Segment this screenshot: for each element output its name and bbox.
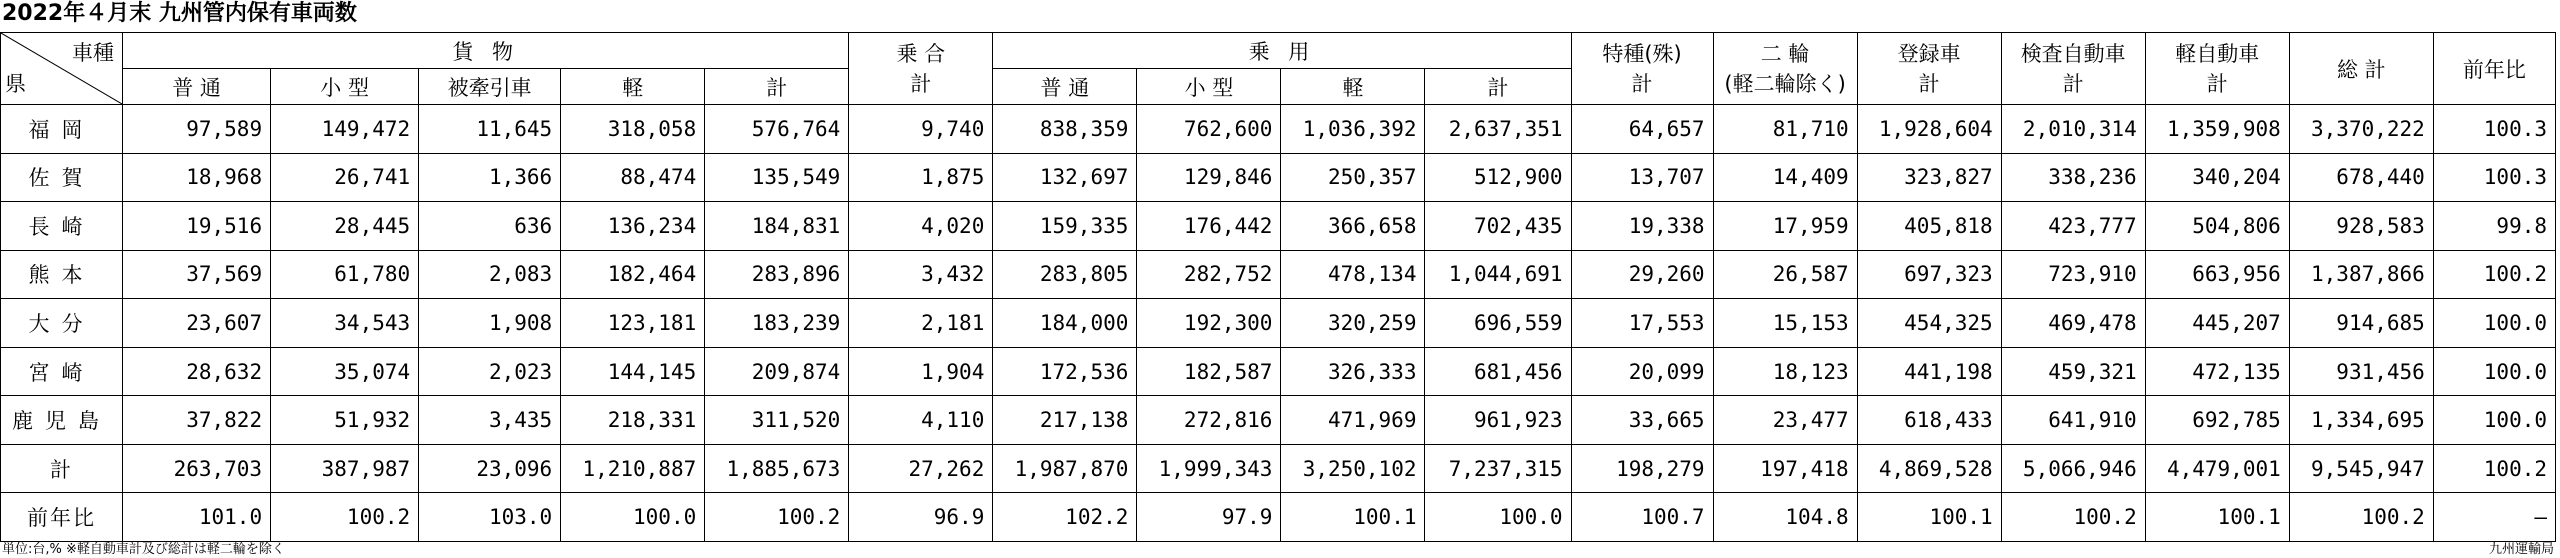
table-cell: 318,058 bbox=[561, 105, 705, 154]
inspected-header-top: 検査自動車 bbox=[2020, 41, 2126, 66]
table-cell: 144,145 bbox=[561, 347, 705, 396]
twowheel-header-top: 二 輪 bbox=[1760, 41, 1810, 66]
table-cell: 100.1 bbox=[2145, 493, 2289, 542]
table-cell: 192,300 bbox=[1137, 299, 1281, 348]
table-cell: 37,822 bbox=[123, 396, 271, 445]
table-cell: 99.8 bbox=[2433, 202, 2555, 251]
passenger-col-small: 小 型 bbox=[1137, 69, 1281, 105]
cargo-group-header: 貨 物 bbox=[123, 33, 849, 69]
table-cell: 445,207 bbox=[2145, 299, 2289, 348]
table-row bbox=[1, 105, 2556, 154]
kei-header-bottom: 計 bbox=[2206, 71, 2228, 96]
table-cell: 100.0 bbox=[2433, 347, 2555, 396]
table-cell: 469,478 bbox=[2001, 299, 2145, 348]
table-cell: 340,204 bbox=[2145, 153, 2289, 202]
table-cell: 176,442 bbox=[1137, 202, 1281, 251]
table-cell: 1,366 bbox=[419, 153, 561, 202]
row-label: 佐賀 bbox=[1, 153, 123, 202]
table-cell: 311,520 bbox=[705, 396, 849, 445]
bus-header bbox=[849, 33, 993, 105]
table-cell: 1,904 bbox=[849, 347, 993, 396]
table-cell: 100.7 bbox=[1571, 493, 1713, 542]
passenger-col-kei: 軽 bbox=[1281, 69, 1425, 105]
row-label: 長崎 bbox=[1, 202, 123, 251]
table-cell: 100.2 bbox=[2433, 250, 2555, 299]
table-cell: 702,435 bbox=[1425, 202, 1571, 251]
table-cell: 27,262 bbox=[849, 444, 993, 493]
table-cell: 3,250,102 bbox=[1281, 444, 1425, 493]
table-cell: 1,885,673 bbox=[705, 444, 849, 493]
corner-header bbox=[1, 33, 123, 105]
cargo-col-trailer: 被牽引車 bbox=[419, 69, 561, 105]
table-cell: 320,259 bbox=[1281, 299, 1425, 348]
table-cell: 104.8 bbox=[1713, 493, 1857, 542]
registered-header-bottom: 計 bbox=[1918, 71, 1940, 96]
table-cell: 2,083 bbox=[419, 250, 561, 299]
table-cell: 5,066,946 bbox=[2001, 444, 2145, 493]
table-cell: 678,440 bbox=[2289, 153, 2433, 202]
table-row bbox=[1, 153, 2556, 202]
table-cell: 1,999,343 bbox=[1137, 444, 1281, 493]
special-header bbox=[1571, 33, 1713, 105]
table-cell: 100.2 bbox=[2289, 493, 2433, 542]
table-cell: 1,359,908 bbox=[2145, 105, 2289, 154]
table-cell: 28,632 bbox=[123, 347, 271, 396]
cargo-col-small: 小 型 bbox=[271, 69, 419, 105]
table-cell: 283,896 bbox=[705, 250, 849, 299]
table-cell: 103.0 bbox=[419, 493, 561, 542]
table-cell: 172,536 bbox=[993, 347, 1137, 396]
table-cell: 13,707 bbox=[1571, 153, 1713, 202]
table-cell: 441,198 bbox=[1857, 347, 2001, 396]
table-cell: 35,074 bbox=[271, 347, 419, 396]
table-cell: 100.3 bbox=[2433, 105, 2555, 154]
table-cell: 26,741 bbox=[271, 153, 419, 202]
corner-vehicle-type-label: 車種 bbox=[72, 41, 115, 65]
table-cell: 3,432 bbox=[849, 250, 993, 299]
table-cell: 323,827 bbox=[1857, 153, 2001, 202]
table-cell: 1,987,870 bbox=[993, 444, 1137, 493]
table-cell: 2,637,351 bbox=[1425, 105, 1571, 154]
table-cell: 182,587 bbox=[1137, 347, 1281, 396]
vehicle-count-table bbox=[0, 32, 2556, 542]
table-cell: 97.9 bbox=[1137, 493, 1281, 542]
table-cell: 184,000 bbox=[993, 299, 1137, 348]
table-cell: 88,474 bbox=[561, 153, 705, 202]
table-cell: 250,357 bbox=[1281, 153, 1425, 202]
table-cell: 2,010,314 bbox=[2001, 105, 2145, 154]
table-cell: 198,279 bbox=[1571, 444, 1713, 493]
table-cell: 931,456 bbox=[2289, 347, 2433, 396]
table-cell: 100.2 bbox=[705, 493, 849, 542]
yoy-row bbox=[1, 493, 2556, 542]
kei-header-top: 軽自動車 bbox=[2175, 41, 2260, 66]
table-cell: 283,805 bbox=[993, 250, 1137, 299]
table-cell: 217,138 bbox=[993, 396, 1137, 445]
row-label: 福岡 bbox=[1, 105, 123, 154]
table-header bbox=[1, 33, 2556, 105]
table-cell: 423,777 bbox=[2001, 202, 2145, 251]
table-cell: 20,099 bbox=[1571, 347, 1713, 396]
special-header-bottom: 計 bbox=[1631, 71, 1653, 96]
inspected-header-bottom: 計 bbox=[2062, 71, 2084, 96]
table-cell: 135,549 bbox=[705, 153, 849, 202]
table-body bbox=[1, 105, 2556, 542]
table-cell: 4,020 bbox=[849, 202, 993, 251]
table-cell: 100.0 bbox=[561, 493, 705, 542]
table-cell: 149,472 bbox=[271, 105, 419, 154]
table-cell: 478,134 bbox=[1281, 250, 1425, 299]
table-cell: 1,387,866 bbox=[2289, 250, 2433, 299]
table-cell: 1,908 bbox=[419, 299, 561, 348]
table-cell: 9,545,947 bbox=[2289, 444, 2433, 493]
table-cell: 100.3 bbox=[2433, 153, 2555, 202]
special-header-top: 特種(殊) bbox=[1602, 41, 1682, 66]
table-cell: 7,237,315 bbox=[1425, 444, 1571, 493]
table-cell: 97,589 bbox=[123, 105, 271, 154]
table-row bbox=[1, 250, 2556, 299]
table-cell: 928,583 bbox=[2289, 202, 2433, 251]
table-cell: 183,239 bbox=[705, 299, 849, 348]
table-cell: 218,331 bbox=[561, 396, 705, 445]
unit-note: 単位:台,% ※軽自動車計及び総計は軽二輪を除く bbox=[2, 542, 285, 557]
table-cell: 100.2 bbox=[2433, 444, 2555, 493]
table-cell: 454,325 bbox=[1857, 299, 2001, 348]
source-label: 九州運輸局 bbox=[2488, 542, 2554, 557]
table-cell: 326,333 bbox=[1281, 347, 1425, 396]
table-cell: 387,987 bbox=[271, 444, 419, 493]
table-cell: 28,445 bbox=[271, 202, 419, 251]
table-row bbox=[1, 396, 2556, 445]
table-cell: 64,657 bbox=[1571, 105, 1713, 154]
row-label: 宮崎 bbox=[1, 347, 123, 396]
row-label: 鹿児島 bbox=[1, 396, 123, 445]
table-cell: 1,875 bbox=[849, 153, 993, 202]
row-label: 熊本 bbox=[1, 250, 123, 299]
table-cell: 129,846 bbox=[1137, 153, 1281, 202]
table-cell: 723,910 bbox=[2001, 250, 2145, 299]
corner-prefecture-label: 県 bbox=[5, 72, 26, 96]
table-cell: 366,658 bbox=[1281, 202, 1425, 251]
table-cell: 81,710 bbox=[1713, 105, 1857, 154]
table-cell: 4,479,001 bbox=[2145, 444, 2289, 493]
table-cell: 197,418 bbox=[1713, 444, 1857, 493]
cargo-col-regular: 普 通 bbox=[123, 69, 271, 105]
table-row bbox=[1, 347, 2556, 396]
table-cell: 100.1 bbox=[1281, 493, 1425, 542]
table-row bbox=[1, 202, 2556, 251]
table-cell: 472,135 bbox=[2145, 347, 2289, 396]
table-cell: 762,600 bbox=[1137, 105, 1281, 154]
table-cell: 3,370,222 bbox=[2289, 105, 2433, 154]
table-cell: 2,023 bbox=[419, 347, 561, 396]
table-cell: 263,703 bbox=[123, 444, 271, 493]
registered-header bbox=[1857, 33, 2001, 105]
table-cell: 61,780 bbox=[271, 250, 419, 299]
table-cell: 100.0 bbox=[2433, 299, 2555, 348]
grand-total-header: 総 計 bbox=[2289, 33, 2433, 105]
table-cell: 11,645 bbox=[419, 105, 561, 154]
table-cell: 182,464 bbox=[561, 250, 705, 299]
table-cell: 136,234 bbox=[561, 202, 705, 251]
table-cell: 4,869,528 bbox=[1857, 444, 2001, 493]
table-cell: 663,956 bbox=[2145, 250, 2289, 299]
registered-header-top: 登録車 bbox=[1897, 41, 1961, 66]
table-cell: 2,181 bbox=[849, 299, 993, 348]
bus-header-bottom: 計 bbox=[910, 71, 932, 96]
table-cell: 123,181 bbox=[561, 299, 705, 348]
table-cell: 51,932 bbox=[271, 396, 419, 445]
table-cell: 17,959 bbox=[1713, 202, 1857, 251]
table-cell: 1,036,392 bbox=[1281, 105, 1425, 154]
table-cell: 19,516 bbox=[123, 202, 271, 251]
table-cell: 1,044,691 bbox=[1425, 250, 1571, 299]
table-cell: 1,334,695 bbox=[2289, 396, 2433, 445]
table-cell: 636 bbox=[419, 202, 561, 251]
table-cell: 100.0 bbox=[1425, 493, 1571, 542]
table-cell: 697,323 bbox=[1857, 250, 2001, 299]
table-cell: 159,335 bbox=[993, 202, 1137, 251]
table-cell: 14,409 bbox=[1713, 153, 1857, 202]
table-cell: 961,923 bbox=[1425, 396, 1571, 445]
inspected-header bbox=[2001, 33, 2145, 105]
table-cell: 34,543 bbox=[271, 299, 419, 348]
table-row bbox=[1, 299, 2556, 348]
table-cell: 132,697 bbox=[993, 153, 1137, 202]
table-cell: 37,569 bbox=[123, 250, 271, 299]
table-cell: 23,607 bbox=[123, 299, 271, 348]
table-cell: 23,096 bbox=[419, 444, 561, 493]
passenger-col-regular: 普 通 bbox=[993, 69, 1137, 105]
table-cell: 33,665 bbox=[1571, 396, 1713, 445]
table-cell: 19,338 bbox=[1571, 202, 1713, 251]
cargo-col-total: 計 bbox=[705, 69, 849, 105]
table-cell: — bbox=[2433, 493, 2555, 542]
table-cell: 692,785 bbox=[2145, 396, 2289, 445]
table-cell: 23,477 bbox=[1713, 396, 1857, 445]
table-cell: 100.2 bbox=[2001, 493, 2145, 542]
passenger-group-header: 乗 用 bbox=[993, 33, 1571, 69]
cargo-col-kei: 軽 bbox=[561, 69, 705, 105]
table-cell: 1,210,887 bbox=[561, 444, 705, 493]
table-cell: 405,818 bbox=[1857, 202, 2001, 251]
row-label: 計 bbox=[1, 444, 123, 493]
table-cell: 338,236 bbox=[2001, 153, 2145, 202]
table-cell: 17,553 bbox=[1571, 299, 1713, 348]
table-cell: 1,928,604 bbox=[1857, 105, 2001, 154]
table-cell: 681,456 bbox=[1425, 347, 1571, 396]
table-cell: 641,910 bbox=[2001, 396, 2145, 445]
twowheel-header bbox=[1713, 33, 1857, 105]
table-cell: 29,260 bbox=[1571, 250, 1713, 299]
table-cell: 504,806 bbox=[2145, 202, 2289, 251]
table-cell: 512,900 bbox=[1425, 153, 1571, 202]
table-cell: 471,969 bbox=[1281, 396, 1425, 445]
row-label: 前年比 bbox=[1, 493, 123, 542]
total-row bbox=[1, 444, 2556, 493]
table-cell: 618,433 bbox=[1857, 396, 2001, 445]
table-cell: 459,321 bbox=[2001, 347, 2145, 396]
table-cell: 15,153 bbox=[1713, 299, 1857, 348]
table-cell: 18,123 bbox=[1713, 347, 1857, 396]
page-title: 2022年４月末 九州管内保有車両数 bbox=[2, 1, 357, 26]
table-cell: 282,752 bbox=[1137, 250, 1281, 299]
table-cell: 100.1 bbox=[1857, 493, 2001, 542]
table-cell: 696,559 bbox=[1425, 299, 1571, 348]
kei-header bbox=[2145, 33, 2289, 105]
twowheel-header-bottom: (軽二輪除く) bbox=[1724, 71, 1846, 96]
bus-header-top: 乗 合 bbox=[896, 41, 946, 66]
table-cell: 9,740 bbox=[849, 105, 993, 154]
table-cell: 184,831 bbox=[705, 202, 849, 251]
row-label: 大分 bbox=[1, 299, 123, 348]
table-cell: 209,874 bbox=[705, 347, 849, 396]
table-cell: 576,764 bbox=[705, 105, 849, 154]
table-cell: 102.2 bbox=[993, 493, 1137, 542]
table-cell: 4,110 bbox=[849, 396, 993, 445]
table-cell: 18,968 bbox=[123, 153, 271, 202]
table-cell: 96.9 bbox=[849, 493, 993, 542]
yoy-header: 前年比 bbox=[2433, 33, 2555, 105]
table-cell: 101.0 bbox=[123, 493, 271, 542]
table-cell: 838,359 bbox=[993, 105, 1137, 154]
table-cell: 272,816 bbox=[1137, 396, 1281, 445]
table-cell: 3,435 bbox=[419, 396, 561, 445]
table-cell: 914,685 bbox=[2289, 299, 2433, 348]
table-cell: 100.2 bbox=[271, 493, 419, 542]
passenger-col-total: 計 bbox=[1425, 69, 1571, 105]
table-cell: 100.0 bbox=[2433, 396, 2555, 445]
table-cell: 26,587 bbox=[1713, 250, 1857, 299]
